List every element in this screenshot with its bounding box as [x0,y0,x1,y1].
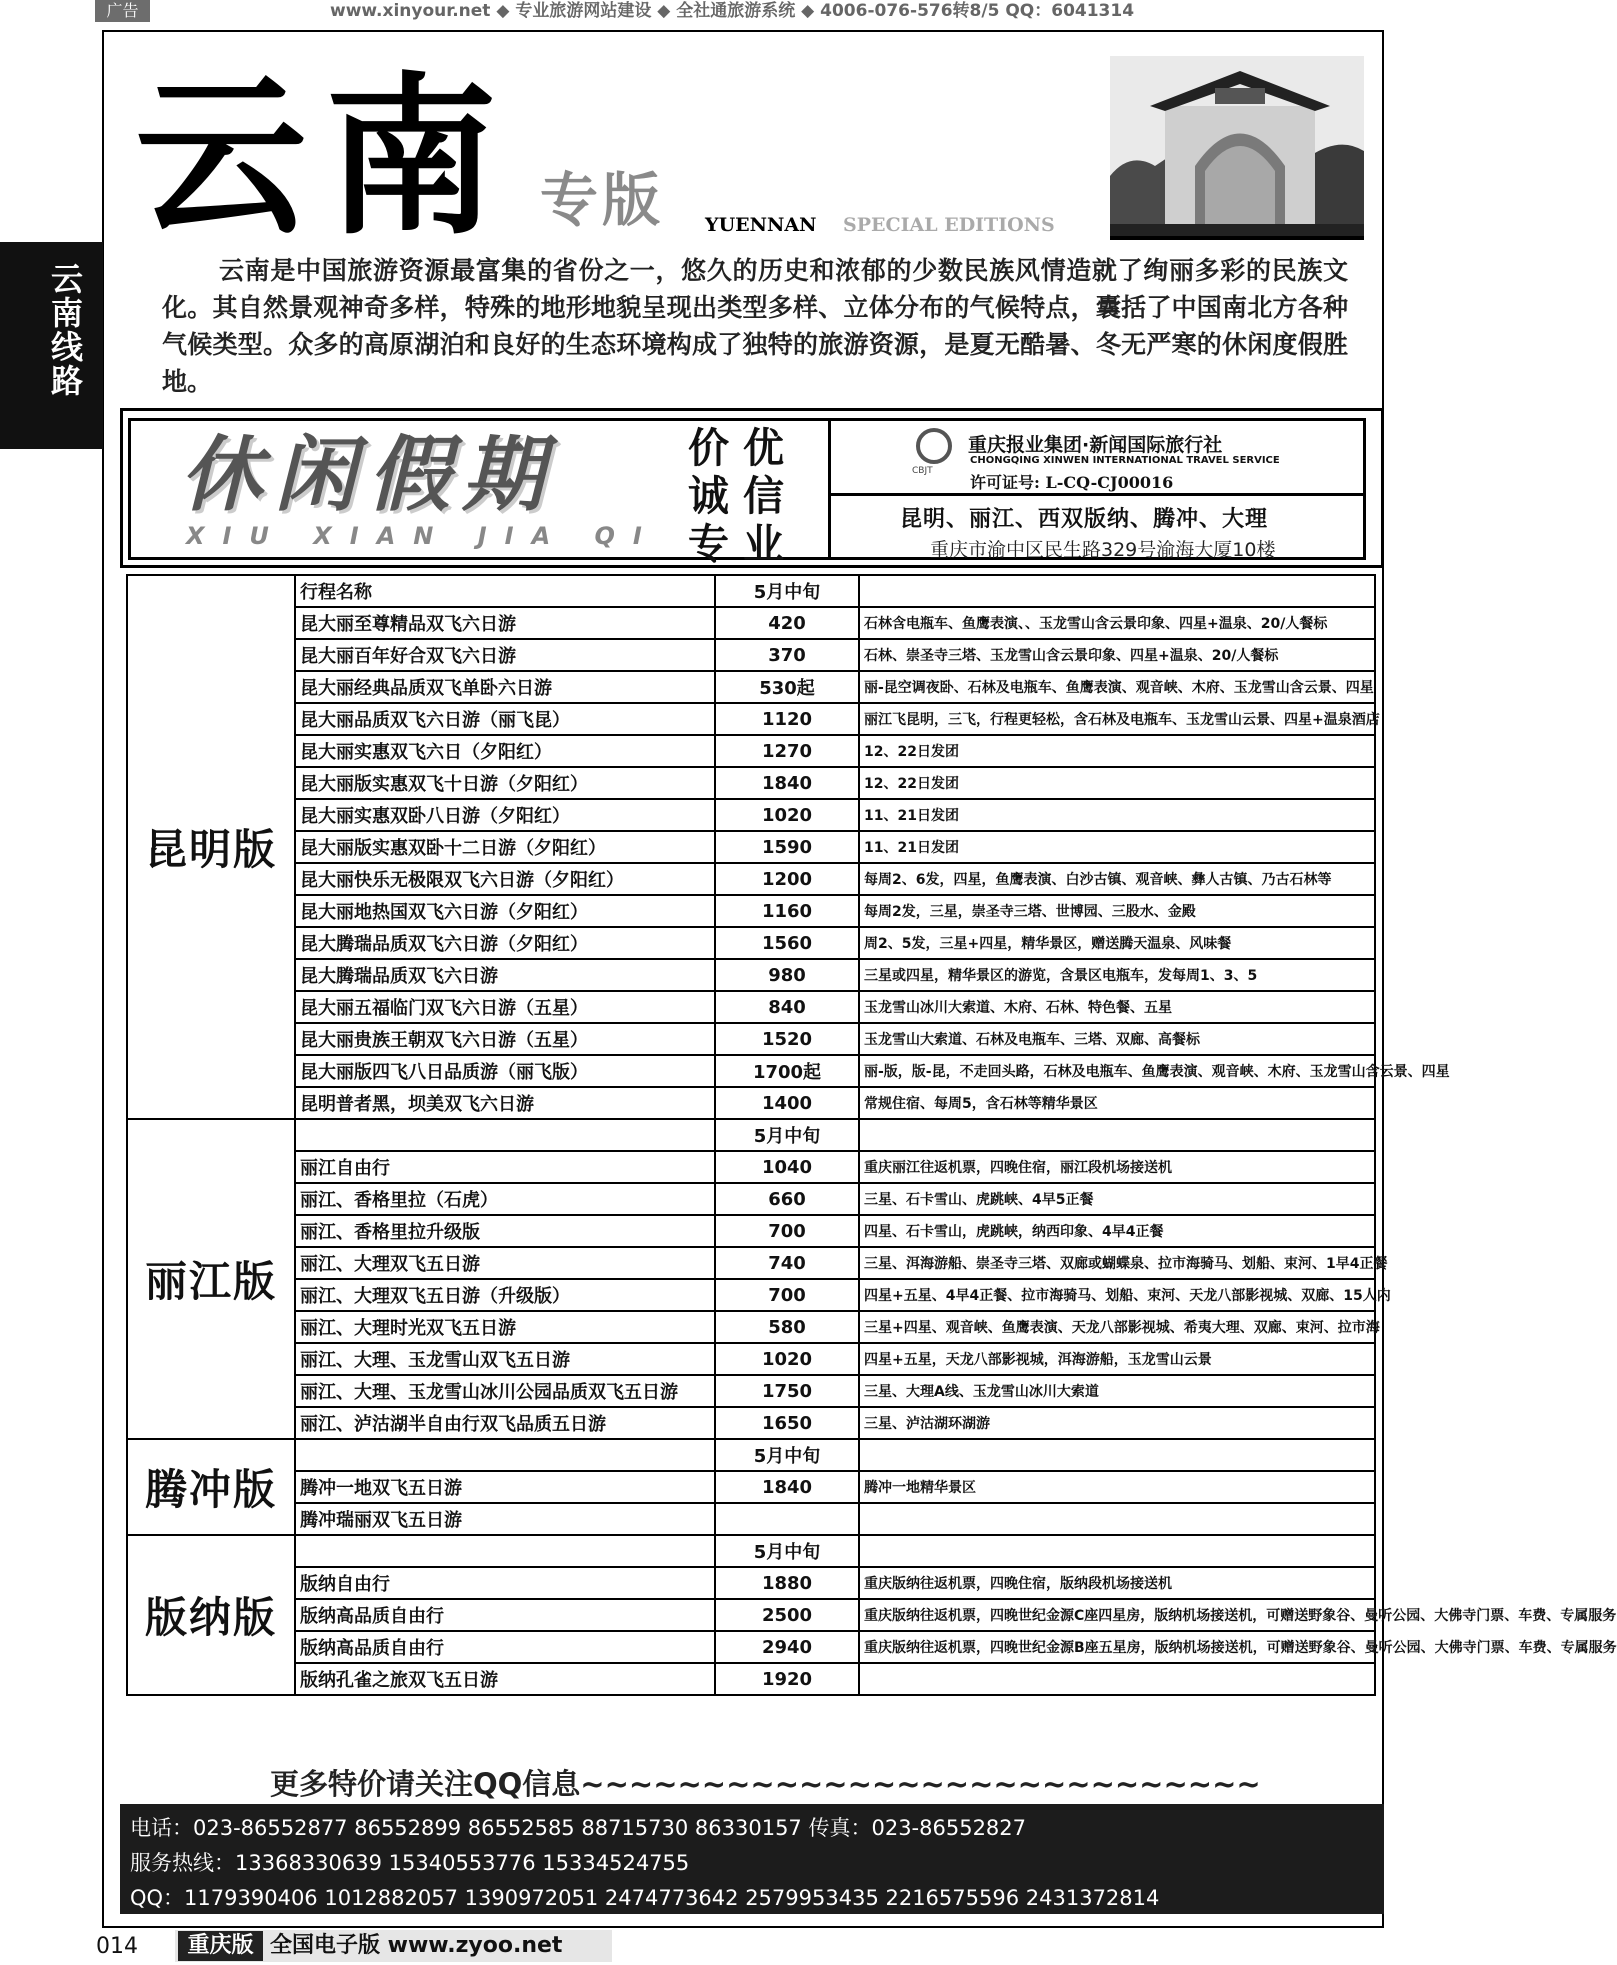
route-price: 530起 [715,671,859,703]
route-note: 重庆版纳往返机票，四晚世纪金源B座五星房，版纳机场接送机，可赠送野象谷、曼听公园、大佛寺门票、车费、专属服务 [859,1631,1375,1663]
route-price: 1840 [715,767,859,799]
table-row [127,671,1375,703]
footer-city: 重庆版 [178,1931,263,1961]
route-name: 丽江自由行 [295,1151,715,1183]
route-note: 常规住宿、每周5，含石林等精华景区 [859,1087,1375,1119]
route-name: 昆大丽版四飞八日品质游（丽飞版） [295,1055,715,1087]
brand-logo-en: XIU XIAN JIA QI [186,522,660,550]
table-row [127,1407,1375,1439]
route-price: 1200 [715,863,859,895]
intro-paragraph: 云南是中国旅游资源最富集的省份之一，悠久的历史和浓郁的少数民族风情造就了绚丽多彩的民族文化。其自然景观神奇多样，特殊的地形地貌呈现出类型多样、立体分布的气候特点，囊括了中国南北方各种气候类型。众多的高原湖泊和良好的生态环境构成了独特的旅游资源，是夏无酷暑、冬无严寒的休闲度假胜地。 [162,256,1348,396]
table-row [127,1023,1375,1055]
route-note: 丽-昆空调夜卧、石林及电瓶车、鱼鹰表演、观音峡、木府、玉龙雪山含云景、四星 [859,671,1375,703]
route-note: 三星、洱海游船、崇圣寺三塔、双廊或蝴蝶泉、拉市海骑马、划船、束河、1早4正餐 [859,1247,1375,1279]
route-price: 1040 [715,1151,859,1183]
table-row [127,1247,1375,1279]
table-section-header [127,575,1375,607]
route-note: 石林、崇圣寺三塔、玉龙雪山含云景印象、四星+温泉、20/人餐标 [859,639,1375,671]
route-note: 重庆丽江往返机票，四晚住宿，丽江段机场接送机 [859,1151,1375,1183]
route-note: 四星+五星，天龙八部影视城，洱海游船，玉龙雪山云景 [859,1343,1375,1375]
table-row [127,1151,1375,1183]
route-note: 周2、5发，三星+四星，精华景区，赠送腾天温泉、风味餐 [859,927,1375,959]
route-note: 玉龙雪山冰川大索道、木府、石林、特色餐、五星 [859,991,1375,1023]
special-edition-en-2: SPECIAL EDITIONS [843,214,1055,236]
route-name: 丽江、大理时光双飞五日游 [295,1311,715,1343]
route-note: 腾冲一地精华景区 [859,1471,1375,1503]
header-note-cell [859,575,1375,607]
table-row [127,959,1375,991]
table-row [127,1311,1375,1343]
table-row [127,1055,1375,1087]
route-name: 昆大丽经典品质双飞单卧六日游 [295,671,715,703]
route-name: 版纳自由行 [295,1567,715,1599]
header-period-cell: 5月中旬 [715,1535,859,1567]
route-name: 昆大丽快乐无极限双飞六日游（夕阳红） [295,863,715,895]
region-label: 腾冲版 [127,1439,295,1535]
route-name: 昆大丽地热国双飞六日游（夕阳红） [295,895,715,927]
agency-logo-label: CBJT [912,466,933,476]
table-row [127,1087,1375,1119]
header-name-cell [295,1119,715,1151]
route-note: 12、22日发团 [859,767,1375,799]
table-row [127,991,1375,1023]
route-name: 昆大丽版实惠双卧十二日游（夕阳红） [295,831,715,863]
route-name: 昆大丽五福临门双飞六日游（五星） [295,991,715,1023]
route-price: 1020 [715,1343,859,1375]
route-name: 丽江、大理、玉龙雪山冰川公园品质双飞五日游 [295,1375,715,1407]
route-name: 昆大丽至尊精品双飞六日游 [295,607,715,639]
price-table [126,574,1617,1696]
route-note: 丽江飞昆明，三飞，行程更轻松，含石林及电瓶车、玉龙雪山云景、四星+温泉酒店 [859,703,1375,735]
route-price: 1160 [715,895,859,927]
table-row [127,831,1375,863]
contact-box [120,1804,1384,1914]
agency-name-en: CHONGQING XINWEN INTERNATIONAL TRAVEL SERVICE [970,455,1280,466]
route-price: 580 [715,1311,859,1343]
route-name: 丽江、大理双飞五日游（升级版） [295,1279,715,1311]
route-name: 丽江、大理、玉龙雪山双飞五日游 [295,1343,715,1375]
route-note: 三星+四星、观音峡、鱼鹰表演、天龙八部影视城、希夷大理、双廊、束河、拉市海 [859,1311,1375,1343]
route-price: 840 [715,991,859,1023]
route-note: 四星+五星、4早4正餐、拉市海骑马、划船、束河、天龙八部影视城、双廊、15人内 [859,1279,1375,1311]
route-note: 每周2发，三星，崇圣寺三塔、世博园、三股水、金殿 [859,895,1375,927]
route-price: 1560 [715,927,859,959]
route-price: 1270 [715,735,859,767]
route-name: 版纳孔雀之旅双飞五日游 [295,1663,715,1695]
table-section-header [127,1439,1375,1471]
agency-divider [828,493,1366,496]
route-price: 2500 [715,1599,859,1631]
route-note: 玉龙雪山大索道、石林及电瓶车、三塔、双廊、高餐标 [859,1023,1375,1055]
route-price: 2940 [715,1631,859,1663]
table-row [127,1279,1375,1311]
route-note: 三星或四星，精华景区的游览，含景区电瓶车，发每周1、3、5 [859,959,1375,991]
table-row [127,1375,1375,1407]
region-label: 丽江版 [127,1119,295,1439]
table-row [127,607,1375,639]
table-row [127,1567,1375,1599]
route-price [715,1503,859,1535]
agency-name: 重庆报业集团·新闻国际旅行社 [968,434,1223,456]
header-period-cell: 5月中旬 [715,575,859,607]
header-note-cell [859,1439,1375,1471]
route-name: 昆大丽百年好合双飞六日游 [295,639,715,671]
route-name: 昆大丽品质双飞六日游（丽飞昆） [295,703,715,735]
table-row [127,1631,1375,1663]
route-price: 1020 [715,799,859,831]
contact-qq: QQ：1179390406 1012882057 1390972051 2474773642 2579953435 2216575596 2431372814 [130,1886,1160,1910]
route-price: 980 [715,959,859,991]
route-name: 昆大丽贵族王朝双飞六日游（五星） [295,1023,715,1055]
region-label: 昆明版 [127,575,295,1119]
license-number: 许可证号: L-CQ-CJ00016 [970,473,1174,492]
route-name: 版纳高品质自由行 [295,1599,715,1631]
table-row [127,1343,1375,1375]
table-row [127,735,1375,767]
route-note: 三星、泸沽湖环湖游 [859,1407,1375,1439]
route-name: 昆大腾瑞品质双飞六日游 [295,959,715,991]
route-note: 三星、大理A线、玉龙雪山冰川大索道 [859,1375,1375,1407]
gate-illustration [1110,56,1364,236]
header-note-cell [859,1535,1375,1567]
table-row [127,703,1375,735]
route-name: 丽江、香格里拉（石虎） [295,1183,715,1215]
route-price: 1920 [715,1663,859,1695]
table-row [127,1599,1375,1631]
route-price: 1590 [715,831,859,863]
route-name: 丽江、大理双飞五日游 [295,1247,715,1279]
route-name: 昆大腾瑞品质双飞六日游（夕阳红） [295,927,715,959]
side-tab [0,242,103,449]
route-note: 丽-版，版-昆，不走回头路，石林及电瓶车、鱼鹰表演、观音峡、木府、玉龙雪山含云景、四星 [859,1055,1375,1087]
route-note: 石林含电瓶车、鱼鹰表演、、玉龙雪山含云景印象、四星+温泉、20/人餐标 [859,607,1375,639]
table-row [127,639,1375,671]
special-edition-cn: 专版 [540,166,665,234]
table-row [127,1471,1375,1503]
route-name: 丽江、香格里拉升级版 [295,1215,715,1247]
route-note: 重庆版纳往返机票，四晚世纪金源C座四星房，版纳机场接送机，可赠送野象谷、曼听公园、大佛寺门票、车费、专属服务 [859,1599,1375,1631]
route-note: 四星、石卡雪山，虎跳峡，纳西印象、4早4正餐 [859,1215,1375,1247]
table-row [127,1503,1375,1535]
slogan: 价优诚信专业 [688,424,798,568]
header-name-cell [295,1535,715,1567]
route-name: 腾冲一地双飞五日游 [295,1471,715,1503]
route-price: 370 [715,639,859,671]
route-note: 11、21日发团 [859,831,1375,863]
route-name: 丽江、泸沽湖半自由行双飞品质五日游 [295,1407,715,1439]
page-title: 云南 [135,55,515,258]
header-note-cell [859,1119,1375,1151]
side-tab-label: 云南线路 [46,262,84,398]
route-note: 重庆版纳往返机票，四晚住宿，版纳段机场接送机 [859,1567,1375,1599]
ad-strip: www.xinyour.net ◆ 专业旅游网站建设 ◆ 全社通旅游系统 ◆ 4006-076-576转8/5 QQ：6041314 [330,1,1135,21]
route-note: 11、21日发团 [859,799,1375,831]
contact-phones: 电话：023-86552877 86552899 86552585 88715730 86330157 传真：023-86552827 [130,1816,1027,1840]
header-name-cell [295,1439,715,1471]
route-price: 1880 [715,1567,859,1599]
route-price: 1840 [715,1471,859,1503]
brand-logo-text: 休闲假期 [180,427,556,523]
agency-logo-icon [916,428,952,464]
region-label: 版纳版 [127,1535,295,1695]
table-row [127,767,1375,799]
table-row [127,863,1375,895]
route-name: 昆大丽实惠双飞六日（夕阳红） [295,735,715,767]
page-number: 014 [96,1934,138,1959]
header-name-cell: 行程名称 [295,575,715,607]
route-name: 腾冲瑞丽双飞五日游 [295,1503,715,1535]
route-price: 700 [715,1279,859,1311]
footer-text: 全国电子版 www.zyoo.net [270,1933,563,1958]
route-note: 三星、石卡雪山、虎跳峡、4早5正餐 [859,1183,1375,1215]
table-section-header [127,1535,1375,1567]
route-note [859,1663,1375,1695]
route-price: 1520 [715,1023,859,1055]
route-price: 700 [715,1215,859,1247]
route-note: 12、22日发团 [859,735,1375,767]
contact-hotline: 服务热线：13368330639 15340553776 15334524755 [130,1851,690,1875]
header-period-cell: 5月中旬 [715,1119,859,1151]
route-name: 昆大丽实惠双卧八日游（夕阳红） [295,799,715,831]
table-section-header [127,1119,1375,1151]
table-row [127,799,1375,831]
route-name: 昆明普者黑，坝美双飞六日游 [295,1087,715,1119]
table-row [127,1183,1375,1215]
route-price: 1400 [715,1087,859,1119]
route-note: 每周2、6发，四星，鱼鹰表演、白沙古镇、观音峡、彝人古镇、乃古石林等 [859,863,1375,895]
route-price: 1700起 [715,1055,859,1087]
more-info-note: 更多特价请关注QQ信息~~~~~~~~~~~~~~~~~~~~~~~~~~~~ [270,1767,1261,1801]
route-price: 740 [715,1247,859,1279]
table-row [127,1663,1375,1695]
special-edition-en-1: YUENNAN [705,214,817,236]
table-row [127,895,1375,927]
route-price: 1750 [715,1375,859,1407]
route-price: 420 [715,607,859,639]
route-price: 1650 [715,1407,859,1439]
route-name: 昆大丽版实惠双飞十日游（夕阳红） [295,767,715,799]
header-period-cell: 5月中旬 [715,1439,859,1471]
agency-address: 重庆市渝中区民生路329号渝海大厦10楼 [930,539,1276,561]
ad-tag: 广告 [95,0,150,22]
route-name: 版纳高品质自由行 [295,1631,715,1663]
route-price: 1120 [715,703,859,735]
table-row [127,927,1375,959]
route-note [859,1503,1375,1535]
routes-list: 昆明、丽江、西双版纳、腾冲、大理 [900,507,1269,532]
route-price: 660 [715,1183,859,1215]
header-photo [1110,56,1364,240]
table-row [127,1215,1375,1247]
